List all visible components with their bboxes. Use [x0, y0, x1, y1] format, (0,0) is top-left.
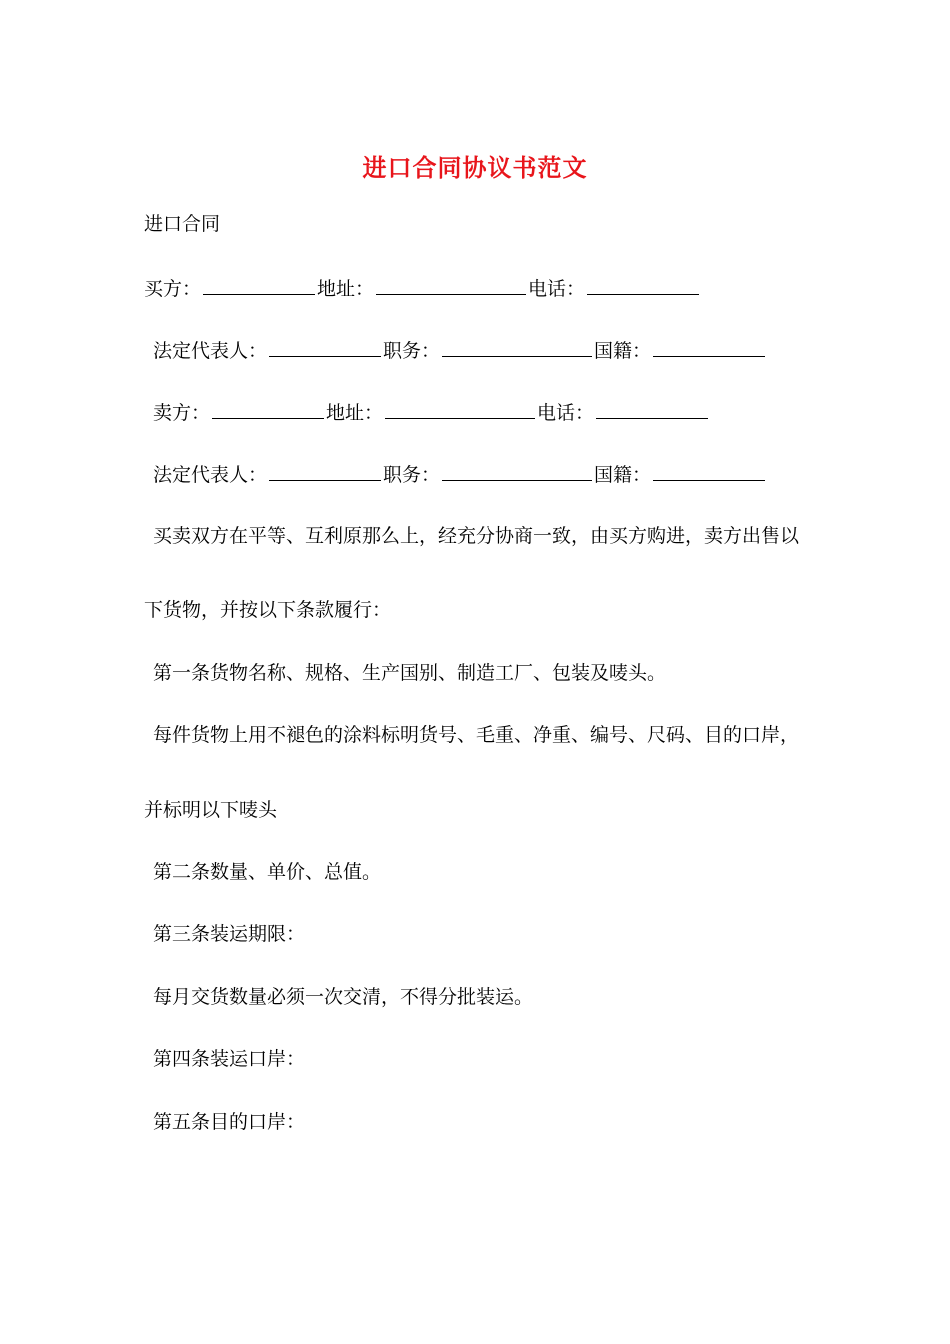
seller-row [153, 398, 710, 426]
document-title: 进口合同协议书范文 [362, 153, 588, 182]
seller-nationality-label: 国籍： [594, 464, 652, 486]
buyer-name-blank [203, 274, 315, 295]
seller-rep-label: 法定代表人： [153, 464, 268, 486]
paragraph-line: 第四条装运口岸： [153, 1048, 306, 1070]
buyer-nationality-label: 国籍： [594, 340, 652, 362]
seller-address-blank [385, 398, 535, 419]
paragraph-line: 第五条目的口岸： [153, 1111, 306, 1133]
buyer-position-label: 职务： [383, 340, 441, 362]
seller-phone-blank [596, 398, 708, 419]
paragraph-line: 下货物，并按以下条款履行： [144, 599, 392, 621]
seller-rep-blank [269, 460, 381, 481]
buyer-label: 买方： [144, 278, 202, 300]
seller-phone-label: 电话： [537, 402, 595, 424]
buyer-phone-blank [587, 274, 699, 295]
buyer-position-blank [442, 336, 592, 357]
buyer-rep-row [153, 336, 767, 364]
paragraph-line: 每月交货数量必须一次交清，不得分批装运。 [153, 986, 534, 1008]
seller-position-label: 职务： [383, 464, 441, 486]
seller-address-label: 地址： [326, 402, 384, 424]
buyer-rep-blank [269, 336, 381, 357]
seller-label: 卖方： [153, 402, 211, 424]
section-heading: 进口合同 [144, 213, 221, 235]
seller-nationality-blank [653, 460, 765, 481]
buyer-address-blank [376, 274, 526, 295]
paragraph-line: 并标明以下唛头 [144, 799, 278, 821]
seller-position-blank [442, 460, 592, 481]
paragraph-line: 第二条数量、单价、总值。 [153, 861, 382, 883]
buyer-address-label: 地址： [317, 278, 375, 300]
buyer-row [144, 274, 701, 302]
paragraph-line: 每件货物上用不褪色的涂料标明货号、毛重、净重、编号、尺码、目的口岸， [153, 724, 800, 746]
paragraph-line: 第一条货物名称、规格、生产国别、制造工厂、包装及唛头。 [153, 662, 667, 684]
seller-rep-row [153, 460, 767, 488]
seller-name-blank [212, 398, 324, 419]
paragraph-line: 买卖双方在平等、互利原那么上，经充分协商一致，由买方购进，卖方出售以 [153, 525, 800, 547]
buyer-phone-label: 电话： [528, 278, 586, 300]
buyer-nationality-blank [653, 336, 765, 357]
paragraph-line: 第三条装运期限： [153, 923, 306, 945]
buyer-rep-label: 法定代表人： [153, 340, 268, 362]
